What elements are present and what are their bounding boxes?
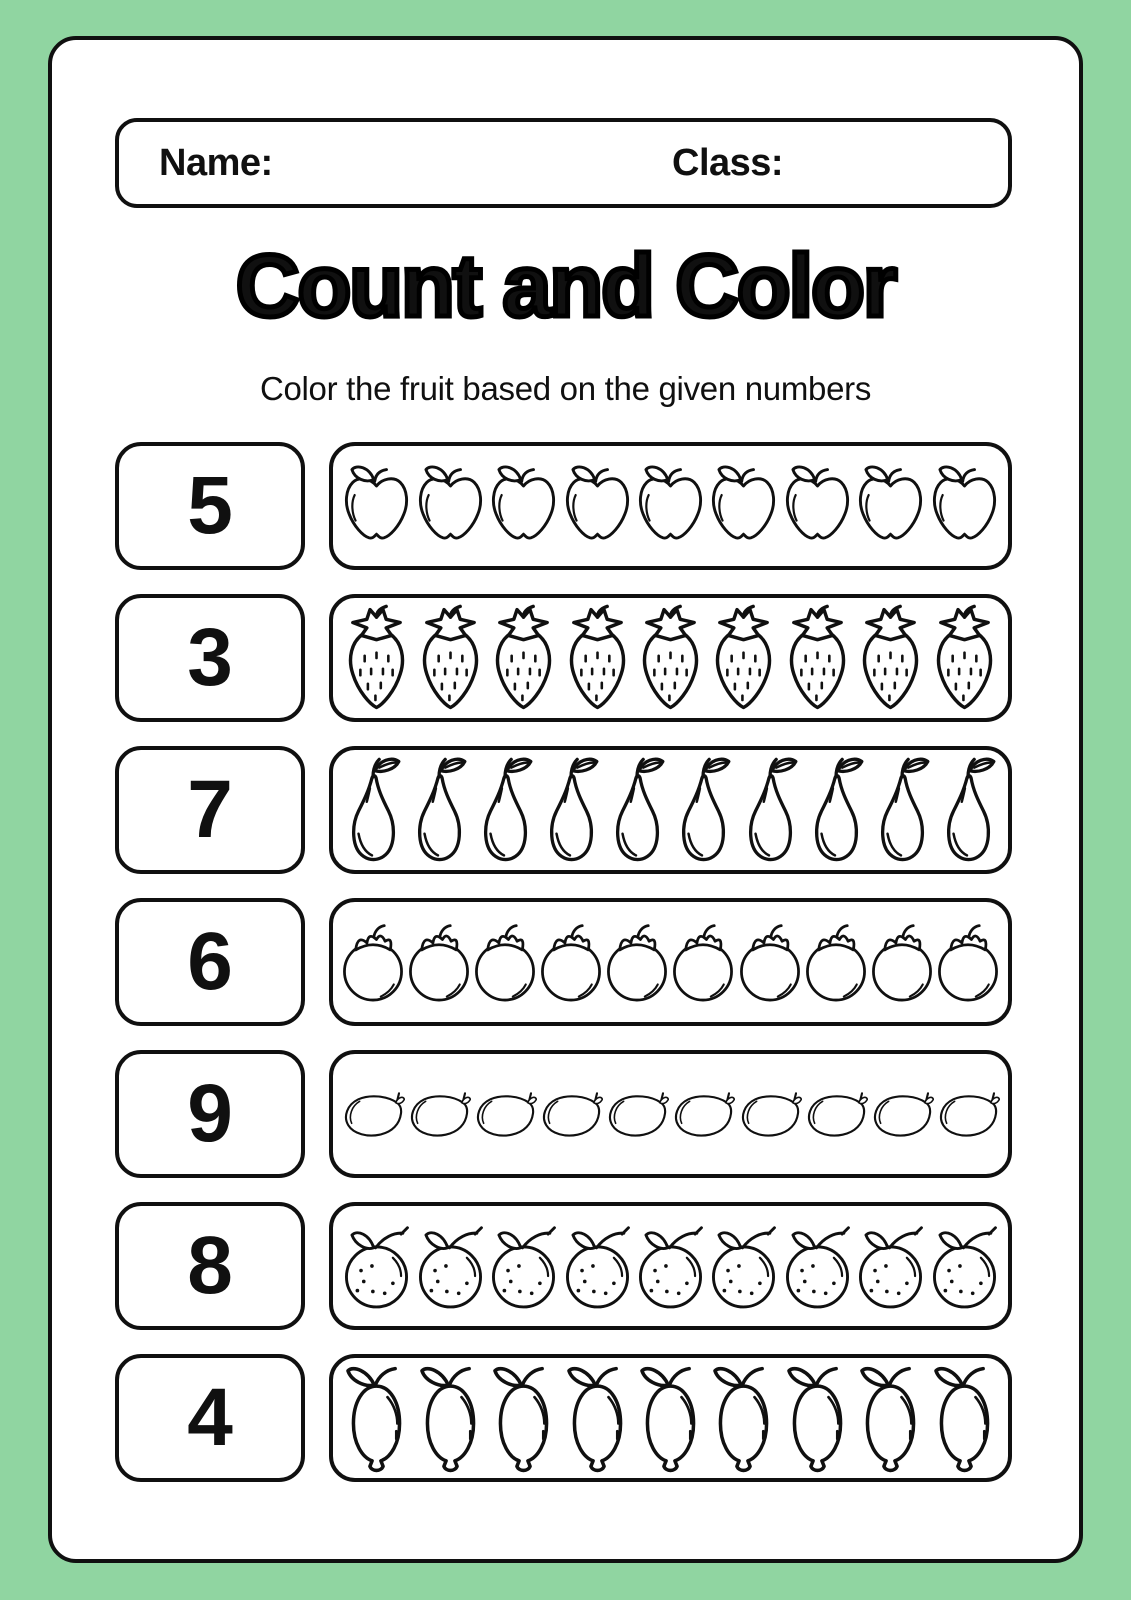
strawberry-icon xyxy=(855,602,926,714)
apple-icon xyxy=(562,450,633,562)
mangosteen-icon xyxy=(539,906,603,1018)
number-box xyxy=(115,1202,305,1330)
pear-icon xyxy=(473,754,537,866)
strawberry-icon xyxy=(635,602,706,714)
strawberry-icon xyxy=(488,602,559,714)
fruit-row-box xyxy=(329,1354,1012,1482)
apple-icon xyxy=(782,450,853,562)
mangosteen-icon xyxy=(473,906,537,1018)
fruit-row-box xyxy=(329,1050,1012,1178)
mangosteen-icon xyxy=(738,906,802,1018)
apple-icon xyxy=(635,450,706,562)
count-number: 8 xyxy=(187,1220,233,1311)
orange-icon xyxy=(855,1210,926,1322)
fruit-row-box xyxy=(329,898,1012,1026)
mangosteen-icon xyxy=(407,906,471,1018)
orange-icon xyxy=(782,1210,853,1322)
page-title: Count and Color xyxy=(235,236,896,335)
strawberry-icon xyxy=(782,602,853,714)
mango-icon xyxy=(671,1058,735,1170)
count-number: 9 xyxy=(187,1068,233,1159)
class-label: Class: xyxy=(672,141,784,184)
count-number: 4 xyxy=(187,1372,233,1463)
pear-icon xyxy=(341,754,405,866)
pear-icon xyxy=(936,754,1000,866)
worksheet-row xyxy=(115,442,1012,570)
mangosteen-icon xyxy=(341,906,405,1018)
fruit-row-box xyxy=(329,746,1012,874)
strawberry-icon xyxy=(562,602,633,714)
mango-icon xyxy=(804,1058,868,1170)
strawberry-icon xyxy=(415,602,486,714)
lemon-icon xyxy=(341,1362,412,1474)
number-box xyxy=(115,1354,305,1482)
count-number: 7 xyxy=(187,764,233,855)
worksheet-row xyxy=(115,594,1012,722)
lemon-icon xyxy=(855,1362,926,1474)
apple-icon xyxy=(341,450,412,562)
apple-icon xyxy=(708,450,779,562)
lemon-icon xyxy=(708,1362,779,1474)
count-number: 6 xyxy=(187,916,233,1007)
orange-icon xyxy=(708,1210,779,1322)
pear-icon xyxy=(407,754,471,866)
fruit-row-box xyxy=(329,594,1012,722)
pear-icon xyxy=(738,754,802,866)
lemon-icon xyxy=(415,1362,486,1474)
name-class-box xyxy=(115,118,1012,208)
orange-icon xyxy=(562,1210,633,1322)
orange-icon xyxy=(341,1210,412,1322)
rows-container xyxy=(115,442,1012,1482)
worksheet-row xyxy=(115,746,1012,874)
page-subtitle: Color the fruit based on the given numbers xyxy=(259,370,872,407)
mango-icon xyxy=(605,1058,669,1170)
mangosteen-icon xyxy=(804,906,868,1018)
orange-icon xyxy=(635,1210,706,1322)
apple-icon xyxy=(415,450,486,562)
pear-icon xyxy=(671,754,735,866)
apple-icon xyxy=(929,450,1000,562)
worksheet-row xyxy=(115,1354,1012,1482)
mangosteen-icon xyxy=(936,906,1000,1018)
mango-icon xyxy=(936,1058,1000,1170)
strawberry-icon xyxy=(929,602,1000,714)
pear-icon xyxy=(870,754,934,866)
mango-icon xyxy=(738,1058,802,1170)
mangosteen-icon xyxy=(605,906,669,1018)
orange-icon xyxy=(415,1210,486,1322)
lemon-icon xyxy=(635,1362,706,1474)
orange-icon xyxy=(488,1210,559,1322)
fruit-row-box xyxy=(329,442,1012,570)
strawberry-icon xyxy=(708,602,779,714)
number-box xyxy=(115,1050,305,1178)
number-box xyxy=(115,442,305,570)
count-number: 3 xyxy=(187,612,233,703)
worksheet-row xyxy=(115,1050,1012,1178)
number-box xyxy=(115,898,305,1026)
strawberry-icon xyxy=(341,602,412,714)
fruit-row-box xyxy=(329,1202,1012,1330)
worksheet-row xyxy=(115,898,1012,1026)
pear-icon xyxy=(605,754,669,866)
mango-icon xyxy=(539,1058,603,1170)
mangosteen-icon xyxy=(870,906,934,1018)
number-box xyxy=(115,594,305,722)
lemon-icon xyxy=(929,1362,1000,1474)
mangosteen-icon xyxy=(671,906,735,1018)
mango-icon xyxy=(407,1058,471,1170)
number-box xyxy=(115,746,305,874)
apple-icon xyxy=(855,450,926,562)
lemon-icon xyxy=(562,1362,633,1474)
mango-icon xyxy=(341,1058,405,1170)
pear-icon xyxy=(804,754,868,866)
worksheet-page xyxy=(48,36,1083,1563)
lemon-icon xyxy=(488,1362,559,1474)
lemon-icon xyxy=(782,1362,853,1474)
name-label: Name: xyxy=(159,141,273,184)
worksheet-row xyxy=(115,1202,1012,1330)
apple-icon xyxy=(488,450,559,562)
orange-icon xyxy=(929,1210,1000,1322)
pear-icon xyxy=(539,754,603,866)
mango-icon xyxy=(473,1058,537,1170)
mango-icon xyxy=(870,1058,934,1170)
count-number: 5 xyxy=(187,460,233,551)
